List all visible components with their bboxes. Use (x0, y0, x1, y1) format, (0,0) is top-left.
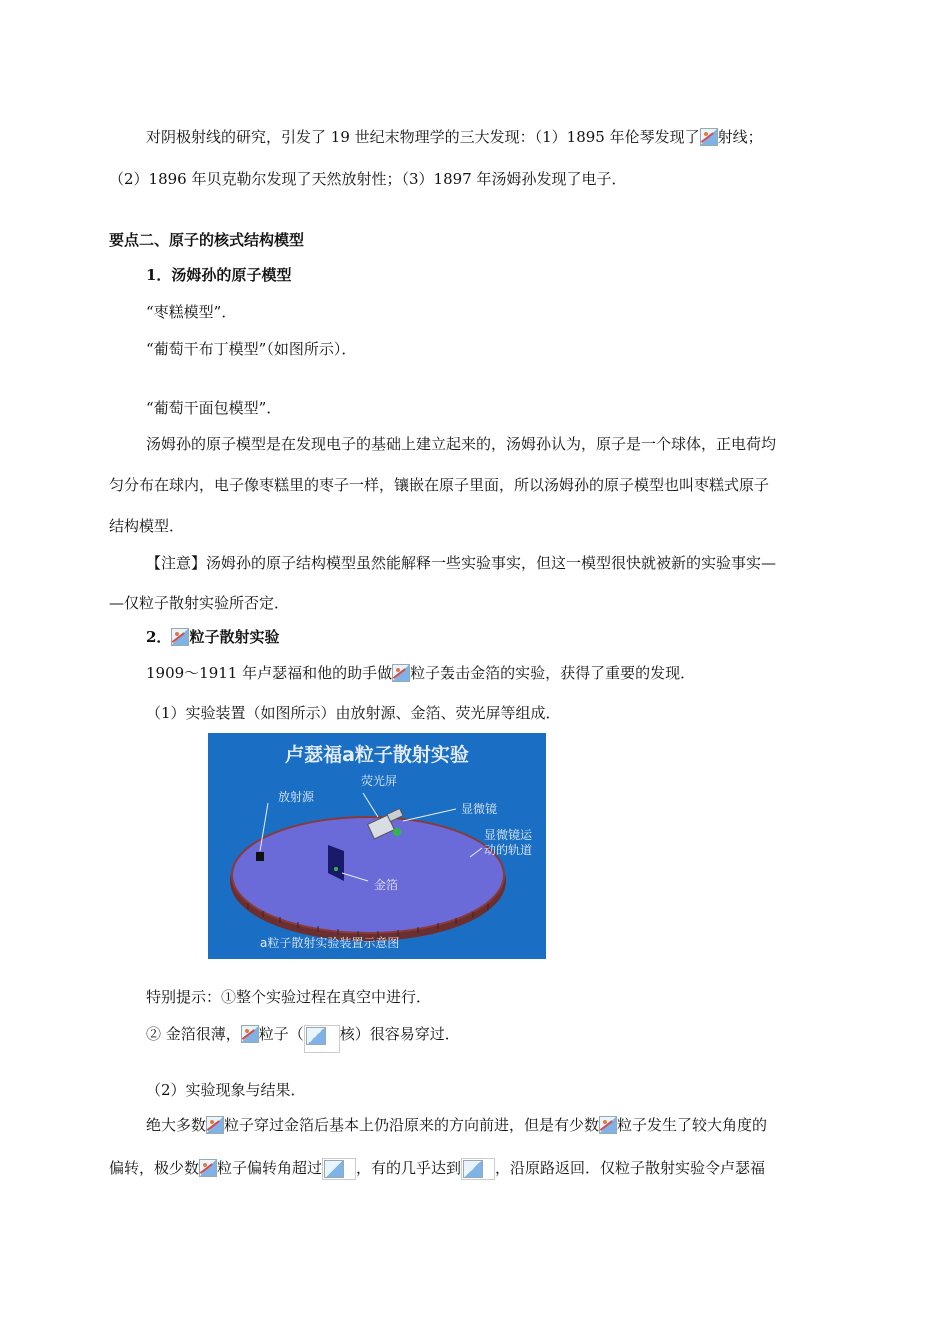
broken-image-icon (392, 664, 410, 682)
rutherford-experiment-figure (208, 733, 546, 959)
text-span: 对阴极射线的研究，引发了 19 世纪末物理学的三大发现：（1）1895 年伦琴发现了 (146, 128, 700, 146)
broken-image-icon (461, 1158, 495, 1180)
text-span: ，有的几乎达到 (356, 1159, 462, 1177)
text-span: ，沿原路返回．仅粒子散射实验令卢瑟福 (495, 1159, 766, 1177)
subheading (146, 626, 279, 648)
broken-image-icon (322, 1158, 356, 1180)
text-span: 粒子偏转角超过 (217, 1159, 323, 1177)
broken-image-icon (700, 128, 718, 146)
text-span: 粒子散射实验 (189, 628, 280, 646)
paragraph-line: （2）实验现象与结果． (146, 1081, 306, 1099)
paragraph-line (146, 1023, 460, 1053)
broken-image-icon (599, 1116, 617, 1134)
disk (232, 817, 504, 933)
label-foil: 金箔 (374, 878, 399, 892)
broken-image-icon (199, 1159, 217, 1177)
figure-caption: a粒子散射实验装置示意图 (260, 936, 400, 950)
paragraph-line (146, 1114, 767, 1136)
paragraph-line: （1）实验装置（如图所示）由放射源、金箔、荧光屏等组成． (146, 704, 561, 722)
label-track-2: 动的轨道 (484, 843, 533, 857)
label-track-1: 显微镜运 (484, 828, 533, 842)
paragraph-line: “葡萄干面包模型”． (146, 399, 282, 417)
label-source: 放射源 (278, 790, 315, 804)
broken-image-icon (241, 1025, 259, 1043)
paragraph-line: 【注意】汤姆孙的原子结构模型虽然能解释一些实验事实，但这一模型很快就被新的实验事实— (146, 554, 777, 572)
text-span: 偏转，极少数 (109, 1159, 200, 1177)
figure-title: 卢瑟福a粒子散射实验 (285, 744, 469, 766)
subheading: 1．汤姆孙的原子模型 (146, 266, 292, 284)
paragraph-line: 结构模型． (109, 517, 185, 535)
figure-svg (208, 733, 546, 959)
paragraph-line: （2）1896 年贝克勒尔发现了天然放射性；（3）1897 年汤姆孙发现了电子． (109, 170, 627, 188)
paragraph-line: “葡萄干布丁模型”（如图所示）． (146, 340, 357, 358)
source-block (256, 852, 264, 861)
text-span: 粒子发生了较大角度的 (617, 1116, 768, 1134)
label-microscope: 显微镜 (461, 802, 498, 816)
text-span: 1909～1911 年卢瑟福和他的助手做 (146, 664, 393, 682)
broken-image-icon (304, 1025, 340, 1053)
paragraph-line: 特别提示：①整个实验过程在真空中进行． (146, 988, 432, 1006)
paragraph-line: —仅粒子散射实验所否定． (109, 594, 290, 612)
foil-marker (334, 867, 338, 871)
text-span: 2． (146, 628, 172, 646)
paragraph-line: “枣糕模型”． (146, 303, 237, 321)
broken-image-icon (206, 1116, 224, 1134)
text-span: 粒子穿过金箔后基本上仍沿原来的方向前进，但是有少数 (224, 1116, 600, 1134)
paragraph-line: 汤姆孙的原子模型是在发现电子的基础上建立起来的，汤姆孙认为，原子是一个球体，正电荷均 (146, 435, 777, 453)
paragraph-line (146, 662, 695, 684)
paragraph-line (109, 1157, 765, 1180)
text-span: 粒子（ (258, 1025, 304, 1043)
section-heading: 要点二、原子的核式结构模型 (109, 231, 305, 249)
broken-image-icon (171, 628, 189, 646)
label-screen: 荧光屏 (361, 774, 398, 788)
text-span: 绝大多数 (146, 1116, 207, 1134)
text-span: 射线； (717, 128, 763, 146)
text-span: ② 金箔很薄， (146, 1025, 241, 1043)
paragraph-line: 匀分布在球内，电子像枣糕里的枣子一样，镶嵌在原子里面，所以汤姆孙的原子模型也叫枣糕式原子 (109, 476, 770, 494)
text-span: 粒子轰击金箔的实验，获得了重要的发现． (410, 664, 696, 682)
text-span: 核）很容易穿过． (339, 1025, 460, 1043)
paragraph-line (146, 126, 763, 148)
